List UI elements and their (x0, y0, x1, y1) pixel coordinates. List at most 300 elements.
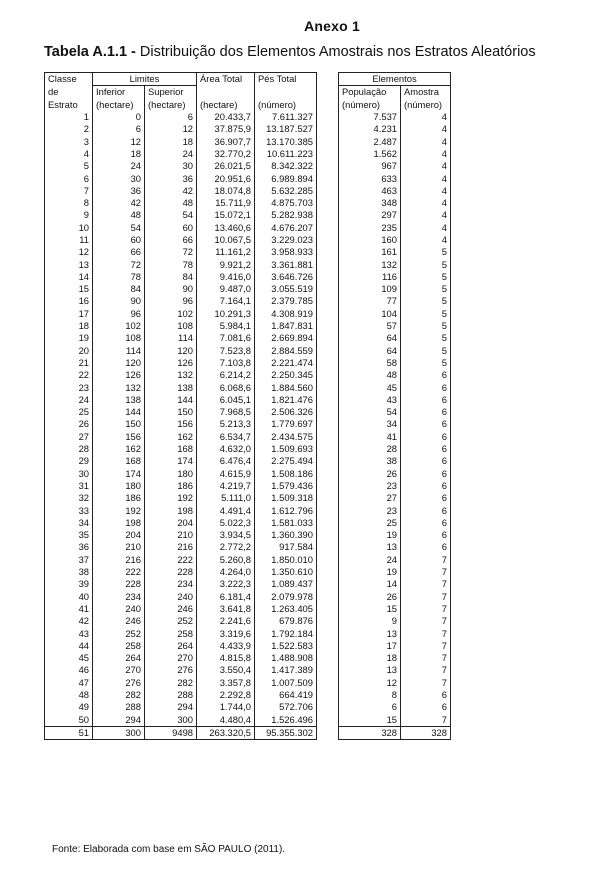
cell-superior: 228 (145, 566, 197, 578)
cell-inferior: 204 (93, 529, 145, 541)
cell-gap (317, 357, 339, 369)
cell-pes-total: 95.355.302 (255, 726, 317, 739)
cell-classe: 30 (45, 468, 93, 480)
header-populacao-1: População (339, 86, 401, 99)
cell-gap (317, 566, 339, 578)
cell-area-total: 3.550,4 (197, 664, 255, 676)
cell-inferior: 258 (93, 640, 145, 652)
cell-superior: 24 (145, 148, 197, 160)
cell-pes-total: 2.275.494 (255, 455, 317, 467)
header-populacao-2: (número) (339, 99, 401, 111)
cell-superior: 126 (145, 357, 197, 369)
cell-inferior: 48 (93, 209, 145, 221)
table-row (45, 123, 451, 135)
cell-superior: 234 (145, 578, 197, 590)
cell-populacao: 160 (339, 234, 401, 246)
header-pes-1: Pés Total (255, 73, 317, 86)
cell-amostra: 4 (401, 123, 451, 135)
cell-inferior: 84 (93, 283, 145, 295)
cell-gap (317, 394, 339, 406)
cell-populacao: 116 (339, 271, 401, 283)
table-row (45, 529, 451, 541)
cell-gap (317, 652, 339, 664)
cell-amostra: 6 (401, 369, 451, 381)
table-row (45, 332, 451, 344)
cell-populacao: 77 (339, 295, 401, 307)
cell-populacao: 45 (339, 381, 401, 393)
cell-pes-total: 2.250.345 (255, 369, 317, 381)
cell-populacao: 24 (339, 554, 401, 566)
cell-pes-total: 1.792.184 (255, 627, 317, 639)
cell-superior: 192 (145, 492, 197, 504)
cell-amostra: 7 (401, 627, 451, 639)
cell-inferior: 66 (93, 246, 145, 258)
cell-populacao: 104 (339, 308, 401, 320)
cell-superior: 9498 (145, 726, 197, 739)
cell-area-total: 4.491,4 (197, 504, 255, 516)
cell-amostra: 6 (401, 529, 451, 541)
cell-amostra: 7 (401, 640, 451, 652)
cell-pes-total: 4.308.919 (255, 308, 317, 320)
table-row (45, 234, 451, 246)
cell-amostra: 4 (401, 111, 451, 123)
cell-superior: 216 (145, 541, 197, 553)
header-inferior-1: Inferior (93, 86, 145, 99)
cell-pes-total: 2.079.978 (255, 590, 317, 602)
cell-populacao: 633 (339, 172, 401, 184)
cell-amostra: 5 (401, 345, 451, 357)
table-title-prefix: Tabela A.1.1 - (44, 44, 140, 60)
cell-area-total: 2.772,2 (197, 541, 255, 553)
cell-amostra: 5 (401, 271, 451, 283)
cell-pes-total: 1.847.831 (255, 320, 317, 332)
cell-area-total: 13.460,6 (197, 222, 255, 234)
cell-classe: 7 (45, 185, 93, 197)
cell-pes-total: 1.821.476 (255, 394, 317, 406)
cell-amostra: 5 (401, 308, 451, 320)
cell-inferior: 198 (93, 517, 145, 529)
cell-inferior: 108 (93, 332, 145, 344)
cell-amostra: 5 (401, 332, 451, 344)
cell-gap (317, 455, 339, 467)
header-area-blank (197, 86, 255, 99)
cell-gap (317, 369, 339, 381)
cell-superior: 210 (145, 529, 197, 541)
cell-area-total: 2.292,8 (197, 689, 255, 701)
cell-classe: 31 (45, 480, 93, 492)
cell-superior: 54 (145, 209, 197, 221)
cell-populacao: 4.231 (339, 123, 401, 135)
table-row (45, 271, 451, 283)
cell-area-total: 1.744,0 (197, 701, 255, 713)
cell-area-total: 3.319,6 (197, 627, 255, 639)
cell-populacao: 26 (339, 468, 401, 480)
cell-amostra: 7 (401, 615, 451, 627)
cell-gap (317, 529, 339, 541)
cell-gap (317, 197, 339, 209)
cell-amostra: 6 (401, 443, 451, 455)
cell-area-total: 6.181,4 (197, 590, 255, 602)
cell-area-total: 4.615,9 (197, 468, 255, 480)
cell-classe: 42 (45, 615, 93, 627)
cell-superior: 264 (145, 640, 197, 652)
header-gap (317, 73, 339, 86)
cell-pes-total: 572.706 (255, 701, 317, 713)
cell-area-total: 4.433,9 (197, 640, 255, 652)
header-classe-2: de (45, 86, 93, 99)
cell-pes-total: 5.632.285 (255, 185, 317, 197)
cell-inferior: 120 (93, 357, 145, 369)
cell-area-total: 2.241,6 (197, 615, 255, 627)
cell-pes-total: 1.526.496 (255, 713, 317, 726)
cell-inferior: 234 (93, 590, 145, 602)
cell-area-total: 11.161,2 (197, 246, 255, 258)
table-row (45, 480, 451, 492)
cell-area-total: 9.921,2 (197, 258, 255, 270)
table-row (45, 172, 451, 184)
cell-populacao: 28 (339, 443, 401, 455)
cell-pes-total: 3.958.933 (255, 246, 317, 258)
header-elementos: Elementos (339, 73, 451, 86)
cell-gap (317, 431, 339, 443)
cell-classe: 21 (45, 357, 93, 369)
cell-classe: 19 (45, 332, 93, 344)
cell-amostra: 4 (401, 209, 451, 221)
table-row (45, 713, 451, 726)
table-row (45, 468, 451, 480)
cell-amostra: 5 (401, 246, 451, 258)
cell-area-total: 18.074,8 (197, 185, 255, 197)
header-superior-1: Superior (145, 86, 197, 99)
cell-pes-total: 1.089.437 (255, 578, 317, 590)
cell-gap (317, 258, 339, 270)
cell-classe: 34 (45, 517, 93, 529)
cell-gap (317, 271, 339, 283)
cell-pes-total: 2.669.894 (255, 332, 317, 344)
cell-classe: 26 (45, 418, 93, 430)
cell-populacao: 43 (339, 394, 401, 406)
cell-amostra: 6 (401, 431, 451, 443)
cell-gap (317, 111, 339, 123)
cell-area-total: 6.476,4 (197, 455, 255, 467)
cell-gap (317, 135, 339, 147)
cell-pes-total: 1.350.610 (255, 566, 317, 578)
annex-label: Anexo 1 (304, 18, 360, 34)
cell-classe: 22 (45, 369, 93, 381)
cell-area-total: 37.875,9 (197, 123, 255, 135)
cell-area-total: 3.357,8 (197, 677, 255, 689)
cell-inferior: 72 (93, 258, 145, 270)
cell-populacao: 12 (339, 677, 401, 689)
table-row (45, 295, 451, 307)
cell-pes-total: 1.612.796 (255, 504, 317, 516)
cell-area-total: 3.934,5 (197, 529, 255, 541)
cell-pes-total: 664.419 (255, 689, 317, 701)
cell-populacao: 41 (339, 431, 401, 443)
cell-pes-total: 5.282.938 (255, 209, 317, 221)
cell-amostra: 7 (401, 652, 451, 664)
cell-superior: 102 (145, 308, 197, 320)
cell-pes-total: 1.508.186 (255, 468, 317, 480)
cell-inferior: 270 (93, 664, 145, 676)
cell-amostra: 5 (401, 357, 451, 369)
cell-amostra: 7 (401, 578, 451, 590)
cell-inferior: 138 (93, 394, 145, 406)
cell-classe: 47 (45, 677, 93, 689)
cell-classe: 24 (45, 394, 93, 406)
cell-superior: 114 (145, 332, 197, 344)
cell-pes-total: 2.379.785 (255, 295, 317, 307)
cell-classe: 17 (45, 308, 93, 320)
table-row (45, 185, 451, 197)
source-note: Fonte: Elaborada com base em SÃO PAULO (2011). (52, 844, 286, 855)
cell-gap (317, 345, 339, 357)
cell-inferior: 12 (93, 135, 145, 147)
cell-amostra: 4 (401, 197, 451, 209)
cell-populacao: 48 (339, 369, 401, 381)
cell-classe: 29 (45, 455, 93, 467)
cell-classe: 25 (45, 406, 93, 418)
cell-classe: 37 (45, 554, 93, 566)
cell-amostra: 6 (401, 406, 451, 418)
cell-pes-total: 1.850.010 (255, 554, 317, 566)
cell-gap (317, 283, 339, 295)
cell-pes-total: 1.417.389 (255, 664, 317, 676)
cell-gap (317, 148, 339, 160)
cell-classe: 23 (45, 381, 93, 393)
cell-inferior: 180 (93, 480, 145, 492)
cell-superior: 66 (145, 234, 197, 246)
cell-gap (317, 246, 339, 258)
cell-inferior: 162 (93, 443, 145, 455)
header-classe-1: Classe (45, 73, 93, 86)
cell-populacao: 17 (339, 640, 401, 652)
cell-inferior: 228 (93, 578, 145, 590)
cell-gap (317, 185, 339, 197)
cell-pes-total: 3.646.726 (255, 271, 317, 283)
cell-classe: 4 (45, 148, 93, 160)
cell-populacao: 161 (339, 246, 401, 258)
cell-area-total: 7.164,1 (197, 295, 255, 307)
cell-area-total: 6.534,7 (197, 431, 255, 443)
header-classe-3: Estrato (45, 99, 93, 111)
cell-inferior: 78 (93, 271, 145, 283)
cell-populacao: 34 (339, 418, 401, 430)
cell-gap (317, 627, 339, 639)
table-row (45, 590, 451, 602)
cell-classe: 2 (45, 123, 93, 135)
cell-classe: 33 (45, 504, 93, 516)
cell-gap (317, 468, 339, 480)
cell-populacao: 15 (339, 713, 401, 726)
table-row (45, 443, 451, 455)
cell-gap (317, 492, 339, 504)
cell-amostra: 5 (401, 295, 451, 307)
cell-pes-total: 10.611.223 (255, 148, 317, 160)
cell-classe: 38 (45, 566, 93, 578)
cell-area-total: 15.711,9 (197, 197, 255, 209)
table-row (45, 640, 451, 652)
cell-amostra: 6 (401, 541, 451, 553)
cell-populacao: 8 (339, 689, 401, 701)
cell-pes-total: 1.581.033 (255, 517, 317, 529)
cell-superior: 138 (145, 381, 197, 393)
cell-gap (317, 332, 339, 344)
cell-amostra: 7 (401, 554, 451, 566)
cell-area-total: 20.951,6 (197, 172, 255, 184)
cell-inferior: 252 (93, 627, 145, 639)
cell-inferior: 60 (93, 234, 145, 246)
cell-area-total: 26.021,5 (197, 160, 255, 172)
cell-area-total: 3.222,3 (197, 578, 255, 590)
cell-inferior: 30 (93, 172, 145, 184)
cell-gap (317, 590, 339, 602)
table-row (45, 677, 451, 689)
cell-amostra: 4 (401, 160, 451, 172)
cell-pes-total: 679.876 (255, 615, 317, 627)
cell-amostra: 6 (401, 504, 451, 516)
cell-amostra: 5 (401, 258, 451, 270)
cell-inferior: 0 (93, 111, 145, 123)
table-row (45, 418, 451, 430)
cell-gap (317, 578, 339, 590)
table-row (45, 492, 451, 504)
cell-populacao: 328 (339, 726, 401, 739)
table-row (45, 111, 451, 123)
header-amostra-2: (número) (401, 99, 451, 111)
cell-superior: 90 (145, 283, 197, 295)
table-row (45, 135, 451, 147)
cell-inferior: 210 (93, 541, 145, 553)
cell-superior: 174 (145, 455, 197, 467)
cell-amostra: 4 (401, 148, 451, 160)
header-pes-blank (255, 86, 317, 99)
cell-area-total: 6.214,2 (197, 369, 255, 381)
cell-classe: 43 (45, 627, 93, 639)
cell-area-total: 4.264,0 (197, 566, 255, 578)
cell-superior: 120 (145, 345, 197, 357)
cell-inferior: 42 (93, 197, 145, 209)
cell-area-total: 36.907,7 (197, 135, 255, 147)
cell-area-total: 5.213,3 (197, 418, 255, 430)
cell-amostra: 7 (401, 603, 451, 615)
cell-pes-total: 8.342.322 (255, 160, 317, 172)
cell-gap (317, 640, 339, 652)
cell-superior: 198 (145, 504, 197, 516)
cell-area-total: 5.111,0 (197, 492, 255, 504)
cell-superior: 162 (145, 431, 197, 443)
cell-populacao: 13 (339, 664, 401, 676)
cell-inferior: 174 (93, 468, 145, 480)
cell-populacao: 38 (339, 455, 401, 467)
cell-populacao: 23 (339, 504, 401, 516)
cell-populacao: 57 (339, 320, 401, 332)
cell-inferior: 186 (93, 492, 145, 504)
cell-classe: 51 (45, 726, 93, 739)
cell-area-total: 7.968,5 (197, 406, 255, 418)
cell-amostra: 7 (401, 713, 451, 726)
cell-area-total: 32.770,2 (197, 148, 255, 160)
cell-superior: 168 (145, 443, 197, 455)
cell-populacao: 6 (339, 701, 401, 713)
table-row (45, 615, 451, 627)
cell-classe: 36 (45, 541, 93, 553)
cell-superior: 294 (145, 701, 197, 713)
cell-classe: 46 (45, 664, 93, 676)
cell-amostra: 6 (401, 701, 451, 713)
cell-populacao: 23 (339, 480, 401, 492)
table-row (45, 664, 451, 676)
cell-classe: 3 (45, 135, 93, 147)
cell-amostra: 4 (401, 135, 451, 147)
cell-superior: 156 (145, 418, 197, 430)
cell-classe: 6 (45, 172, 93, 184)
cell-pes-total: 13.170.385 (255, 135, 317, 147)
cell-area-total: 10.067,5 (197, 234, 255, 246)
cell-inferior: 294 (93, 713, 145, 726)
cell-gap (317, 443, 339, 455)
cell-superior: 222 (145, 554, 197, 566)
cell-superior: 132 (145, 369, 197, 381)
cell-inferior: 300 (93, 726, 145, 739)
cell-inferior: 132 (93, 381, 145, 393)
cell-superior: 96 (145, 295, 197, 307)
cell-amostra: 6 (401, 492, 451, 504)
cell-classe: 44 (45, 640, 93, 652)
cell-populacao: 1.562 (339, 148, 401, 160)
cell-pes-total: 1.263.405 (255, 603, 317, 615)
cell-inferior: 24 (93, 160, 145, 172)
cell-amostra: 6 (401, 455, 451, 467)
cell-superior: 42 (145, 185, 197, 197)
table-row (45, 578, 451, 590)
cell-populacao: 25 (339, 517, 401, 529)
cell-inferior: 222 (93, 566, 145, 578)
table-row (45, 246, 451, 258)
cell-classe: 8 (45, 197, 93, 209)
cell-populacao: 18 (339, 652, 401, 664)
cell-classe: 18 (45, 320, 93, 332)
cell-inferior: 114 (93, 345, 145, 357)
cell-gap (317, 418, 339, 430)
cell-inferior: 216 (93, 554, 145, 566)
cell-gap (317, 677, 339, 689)
cell-pes-total: 3.229.023 (255, 234, 317, 246)
cell-classe: 9 (45, 209, 93, 221)
cell-populacao: 297 (339, 209, 401, 221)
cell-superior: 108 (145, 320, 197, 332)
cell-populacao: 348 (339, 197, 401, 209)
table-row (45, 455, 451, 467)
table-row (45, 701, 451, 713)
cell-populacao: 463 (339, 185, 401, 197)
cell-gap (317, 320, 339, 332)
cell-gap (317, 517, 339, 529)
cell-amostra: 6 (401, 418, 451, 430)
cell-classe: 20 (45, 345, 93, 357)
cell-area-total: 6.068,6 (197, 381, 255, 393)
cell-amostra: 7 (401, 664, 451, 676)
cell-gap (317, 123, 339, 135)
header-pes-2: (número) (255, 99, 317, 111)
cell-area-total: 7.523,8 (197, 345, 255, 357)
table-row (45, 209, 451, 221)
cell-superior: 282 (145, 677, 197, 689)
cell-inferior: 54 (93, 222, 145, 234)
table-row (45, 369, 451, 381)
cell-inferior: 246 (93, 615, 145, 627)
cell-classe: 12 (45, 246, 93, 258)
